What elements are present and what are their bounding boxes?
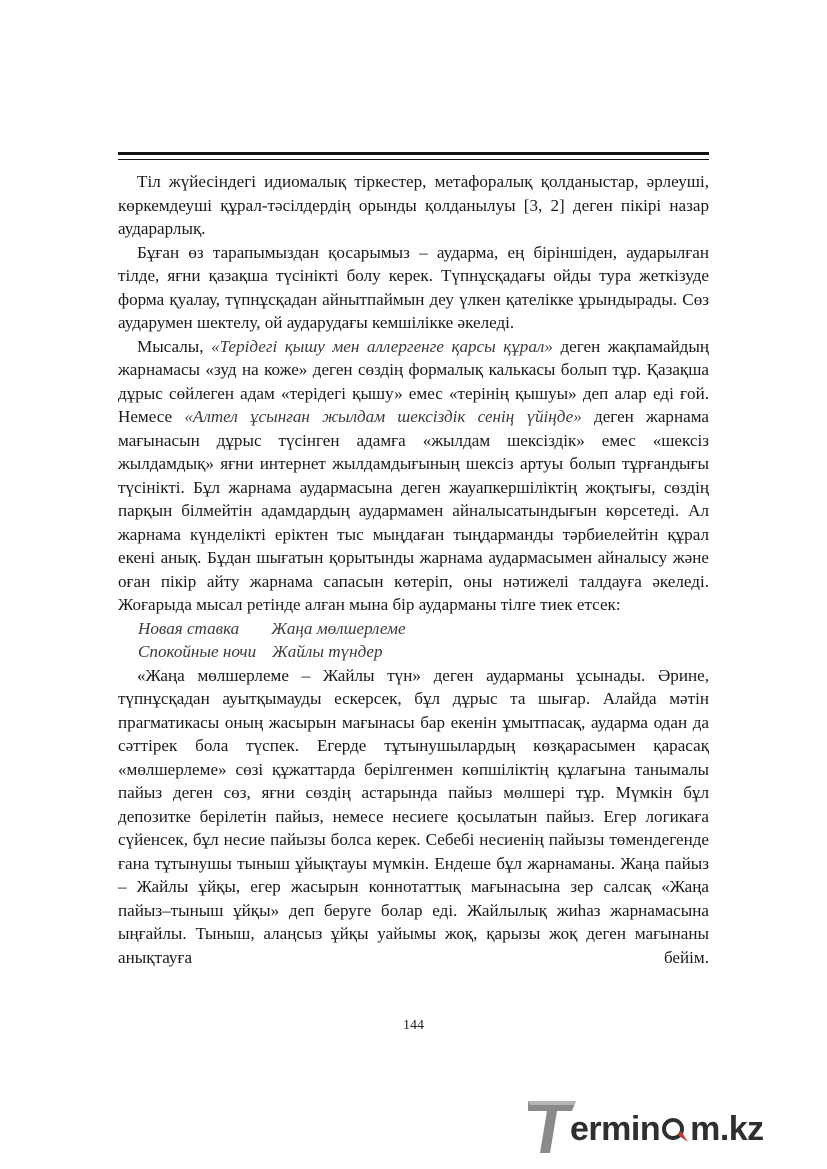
- example-ru-2: Спокойные ночи: [138, 642, 257, 661]
- paragraph-2: Бұған өз тарапымыздан қосарымыз – аударма, ең біріншіден, аударылған тілде, яғни қазақша түсінікті болу керек. Түпнұсқадағы ойды тура жеткізуде форма қуалау, түпнұсқадан айнытпаймын деу үлкен қателікке ұрындырады. Сөз аударумен шектелу, ой аударудағы кемшілікке әкеледі.: [118, 242, 709, 332]
- example-row-2: [118, 640, 709, 664]
- example-ru-1: Новая ставка: [138, 618, 240, 638]
- header-rule-thick: [118, 152, 709, 155]
- header-rule-thin: [118, 159, 709, 160]
- p3-italic-quote-1: «Терідегі қышу мен аллергенге қарсы құрал»: [211, 336, 553, 356]
- example-kz-2: Жайлы түндер: [272, 642, 383, 661]
- p3-text-c: деген жарнама мағынасын дұрыс түсінген адамға «жылдам шексіздік» емес «шексіз жылдамдық» яғни интернет жылдамдығының шексіз артуы болып тұрғандығы түсінікті. Бұл жарнама аудармасына деген жауапкершіліктің жоқтығы, сөздің парқын білмейтін адамдардың аудармамен айналысатындығын көрсетеді. Ал жарнама күнделікті еріктен тыс мыңдаған тыңдарманды тәрбиелейтін құрал екені анық. Бұдан шығатын қорытынды жарнама аудармасымен айналысу және оған пікір айту жарнама сапасын көтеріп, оны нәтижелі талдауға әкеледі. Жоғарыда мысал ретінде алған мына бір аударманы тілге тиек етсек:: [118, 407, 709, 614]
- paragraph-4: «Жаңа мөлшерлеме – Жайлы түн» деген аударманы ұсынады. Әрине, түпнұсқадан ауытқымауды ескерсек, бұл дұрыс та шығар. Алайда мәтін прагматикасы оның жасырын мағынасы бар екенін ұмытпасақ, аударма одан да сәттірек бола түспек. Егерде тұтынушылардың көзқарасымен қарасақ «мөлшерлеме» сөзі құжаттарда берілгенмен көпшіліктің құлағына танымалы пайыз деген сөз, яғни сөздің астарында пайыз мөлшері тұр. Мүмкін бұл депозитке берілетін пайыз, немесе несиеге қосылатын пайыз. Егер логикаға сүйенсек, бұл несие пайызы болса керек. Себебі несиенің пайызы төмендегенде ғана тұтынушы тыныш ұйықтауы мүмкін. Ендеше бұл жарнаманы. Жаңа пайыз – Жайлы ұйқы, егер жасырын коннотаттық мағынасына зер салсақ «Жаңа пайыз–тыныш ұйқы» деп беруге болар еді. Жайлылық жиһаз жарнамасына ыңғайлы. Тыныш, алаңсыз ұйқы уайымы жоқ, қарызы жоқ деген мағынаны анықтауға бейім.: [118, 665, 709, 967]
- example-row-1: [118, 617, 709, 641]
- logo-wordmark: [570, 1110, 764, 1149]
- p3-text-a: Мысалы,: [137, 336, 212, 356]
- example-kz-1: Жаңа мөлшерлеме: [271, 618, 406, 638]
- termincom-logo: [526, 1097, 816, 1157]
- paragraph-1: Тіл жүйесіндегі идиомалық тіркестер, метафоралық қолданыстар, әрлеуші, көркемдеуші құрал-тәсілдердің орынды қолданылуы [3, 2] деген пікірі назар аударарлық.: [118, 172, 709, 238]
- logo-text-2: m.kz: [690, 1110, 764, 1148]
- p3-italic-quote-2: «Алтел ұсынған жылдам шексіздік сенің үйіңде»: [184, 407, 582, 426]
- page-number: 144: [403, 1018, 424, 1033]
- logo-speech-bubble-icon: [660, 1113, 690, 1139]
- body-text: [118, 170, 709, 969]
- p3-text-b: деген жақпамайдың жарнамасы «зуд на коже» деген сөздің формалық калькасы болып тұр. Қазақша дұрыс сөйлеген адам «терідегі қышу» емес «терінің қышуы» деп алар еді ғой. Немесе: [118, 336, 710, 426]
- paragraph-3: [118, 335, 709, 617]
- logo-text-1: ermin: [570, 1110, 661, 1148]
